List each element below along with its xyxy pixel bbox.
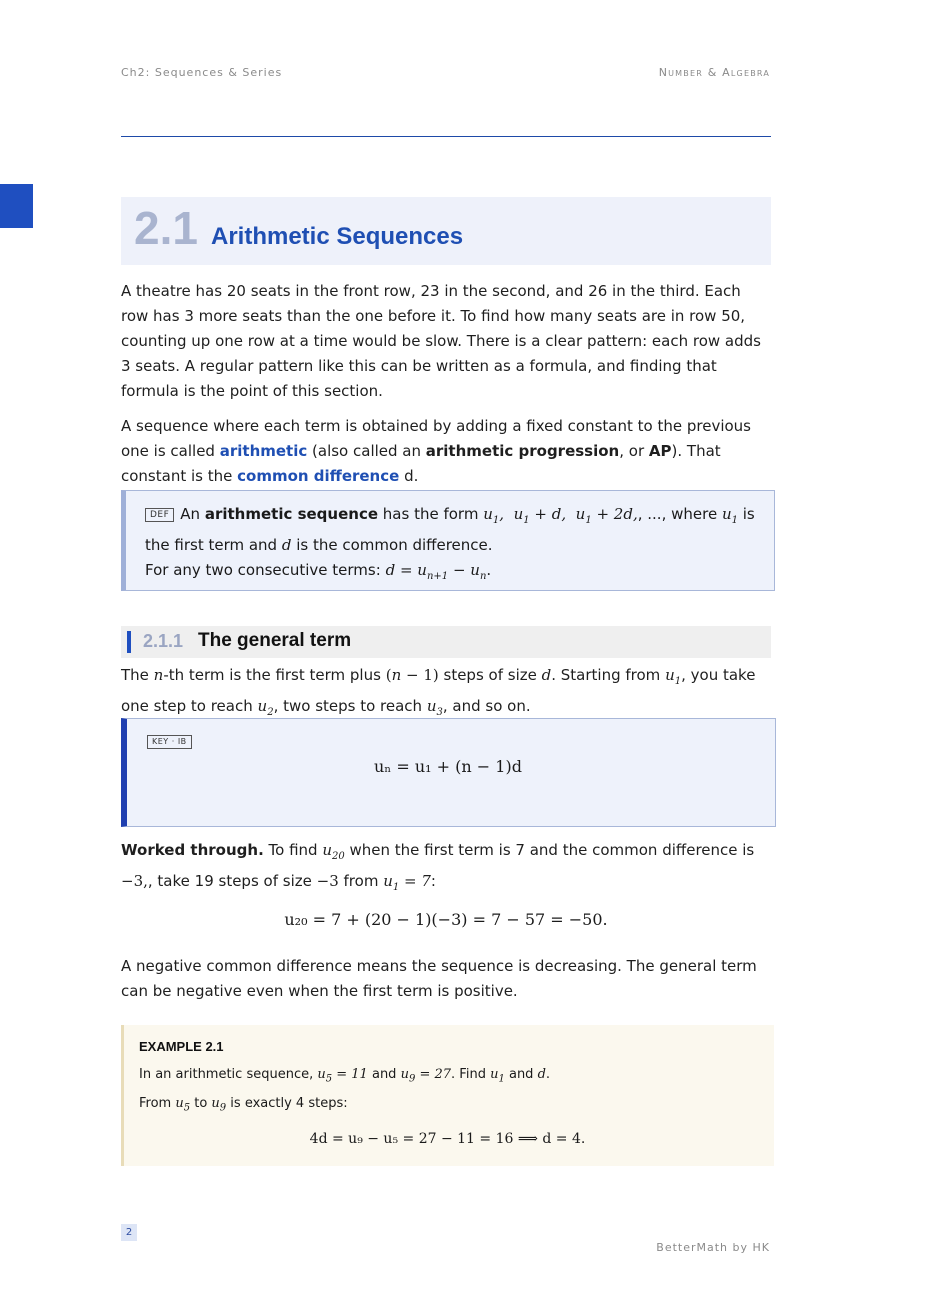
worked-equation: u₂₀ = 7 + (20 − 1)(−3) = 7 − 57 = −50.	[284, 910, 608, 929]
general-term-paragraph: The n-th term is the first term plus (n − 1) steps of size d. Starting from $u_1$, you take one step to reach $u_2$, two steps to reach $u_3$, and so on.	[121, 666, 756, 718]
header-rule	[121, 136, 771, 137]
section-heading	[121, 197, 771, 265]
definition-box: DEF An arithmetic sequence has the form $u_1$, $u_1 + d$, $u_1 + 2d$,, ..., where $u_1$ is the first term and d is the common difference. For any two consecutive terms: $d = u_{n+1} - u_n$.	[121, 490, 775, 591]
section-title: Arithmetic Sequences	[211, 223, 464, 250]
subsection-heading	[121, 626, 771, 658]
example-equation: 4d = u₉ − u₅ = 27 − 11 = 16 ⟹ d = 4.	[309, 1131, 586, 1147]
chapter-thumb-tab	[0, 184, 33, 228]
subsection-number: 2.1.1	[143, 631, 184, 651]
running-header-topic: Number & Algebra	[658, 66, 770, 79]
key-formula-box	[121, 718, 776, 827]
section-number: 2.1	[134, 202, 198, 254]
example-statement: In an arithmetic sequence, $u_5 = 11$ and $u_9 = 27$. Find $u_1$ and d. From $u_5$ to $u_9$ is exactly 4 steps:	[139, 1067, 551, 1114]
worked-through-paragraph: Worked through. To find $u_{20}$ when the first term is 7 and the common difference is −3,, take 19 steps of size −3 from $u_1 = 7$:	[121, 841, 755, 893]
def-tag: DEF	[145, 508, 174, 522]
footer-credit: BetterMath by HK	[656, 1241, 770, 1254]
subsection-title: The general term	[198, 630, 352, 651]
example-box	[121, 1025, 774, 1166]
subsection-accent-bar	[127, 631, 131, 653]
key-tag: KEY · IB	[147, 735, 192, 749]
running-header-chapter: Ch2: Sequences & Series	[121, 66, 283, 79]
general-term-formula: uₙ = u₁ + (n − 1)d	[374, 757, 522, 776]
example-title: EXAMPLE 2.1	[139, 1039, 224, 1054]
definition-paragraph: A sequence where each term is obtained by adding a fixed constant to the previous one is called arithmetic (also called an arithmetic progression, or AP). That constant is the common difference d.	[121, 417, 751, 485]
intro-paragraph: A theatre has 20 seats in the front row, 23 in the second, and 26 in the third. Each row has 3 more seats than the one before it. To find how many seats are in row 50, counting up one row at a time would be slow. There is a clear pattern: each row adds 3 seats. A regular pattern like this can be written as a formula, and finding that formula is the point of this section.	[121, 282, 761, 400]
term-common-difference: common difference	[237, 467, 400, 485]
negative-difference-paragraph: A negative common difference means the sequence is decreasing. The general term can be negative even when the first term is positive.	[121, 957, 757, 1000]
page-number: 2	[121, 1224, 137, 1241]
term-arithmetic: arithmetic	[219, 442, 308, 460]
